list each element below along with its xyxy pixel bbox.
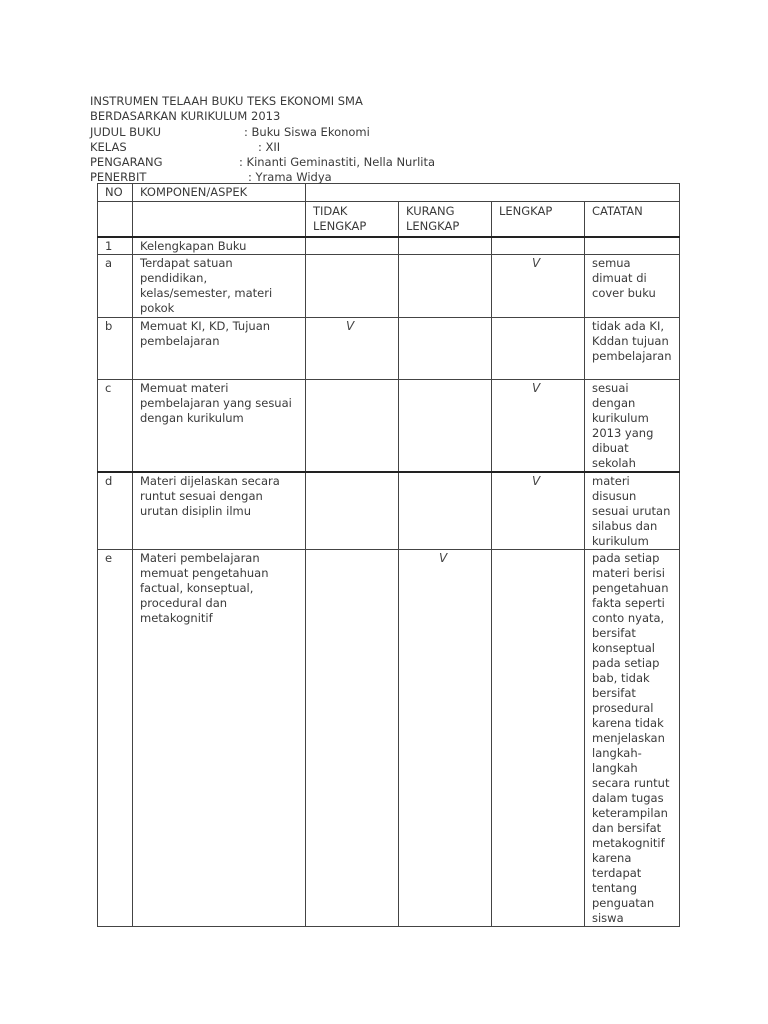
review-table [97, 183, 680, 927]
pengarang-label: PENGARANG [90, 155, 163, 170]
row-no: a [98, 254, 133, 317]
row-catatan: tidak ada KI, Kddan tujuan pembelajaran [585, 317, 680, 379]
penerbit-value: : Yrama Widya [248, 170, 332, 185]
check-mark: V [439, 550, 448, 565]
row-aspek: Memuat materi pembelajaran yang sesuai dengan kurikulum [133, 379, 306, 472]
row-no: e [98, 549, 133, 926]
doc-title-line1: INSTRUMEN TELAAH BUKU TEKS EKONOMI SMA [90, 94, 363, 108]
header-no: NO [98, 184, 133, 202]
check-mark: V [532, 255, 541, 270]
penerbit-label: PENERBIT [90, 170, 147, 185]
check-mark: V [532, 380, 541, 395]
row-aspek: Materi pembelajaran memuat pengetahuan factual, konseptual, procedural dan metakognitif [133, 549, 306, 926]
row-aspek: Terdapat satuan pendidikan, kelas/semester, materi pokok [133, 254, 306, 317]
header-tidak-lengkap: TIDAK LENGKAP [306, 202, 399, 237]
header-komponen: KOMPONEN/ASPEK [133, 184, 306, 202]
header-kurang-lengkap: KURANG LENGKAP [399, 202, 492, 237]
row-no: c [98, 379, 133, 472]
table-row [98, 379, 680, 472]
row-catatan: sesuai dengan kurikulum 2013 yang dibuat sekolah [585, 379, 680, 472]
header-blank [306, 184, 680, 202]
doc-title-line2: BERDASARKAN KURIKULUM 2013 [90, 109, 281, 124]
judul-label: JUDUL BUKU [90, 124, 162, 139]
pengarang-value: : Kinanti Geminastiti, Nella Nurlita [239, 155, 436, 170]
row-catatan: pada setiap materi berisi pengetahuan fakta seperti conto nyata, bersifat konseptual pada setiap bab, tidak bersifat prosedural karena tidak menjelaskan langkah-langkah secara runtut dalam tugas keterampilan dan bersifat metakognitif karena terdapat tentang penguatan siswa [585, 549, 680, 926]
row-no: d [98, 472, 133, 550]
check-mark: V [346, 318, 355, 333]
table-row [98, 472, 680, 550]
row-aspek: Kelengkapan Buku [133, 237, 306, 255]
header-catatan: CATATAN [585, 202, 680, 237]
table-row [98, 549, 680, 926]
check-mark: V [532, 473, 541, 488]
table-row [98, 317, 680, 379]
row-aspek: Materi dijelaskan secara runtut sesuai dengan urutan disiplin ilmu [133, 472, 306, 550]
table-row [98, 254, 680, 317]
kelas-value: : XII [258, 139, 281, 154]
table-row [98, 237, 680, 255]
row-no: 1 [98, 237, 133, 255]
judul-value: : Buku Siswa Ekonomi [244, 124, 370, 139]
row-no: b [98, 317, 133, 379]
row-catatan: semua dimuat di cover buku [585, 254, 680, 317]
kelas-label: KELAS [90, 139, 127, 154]
row-aspek: Memuat KI, KD, Tujuan pembelajaran [133, 317, 306, 379]
header-lengkap: LENGKAP [492, 202, 585, 237]
row-catatan: materi disusun sesuai urutan silabus dan kurikulum [585, 472, 680, 550]
